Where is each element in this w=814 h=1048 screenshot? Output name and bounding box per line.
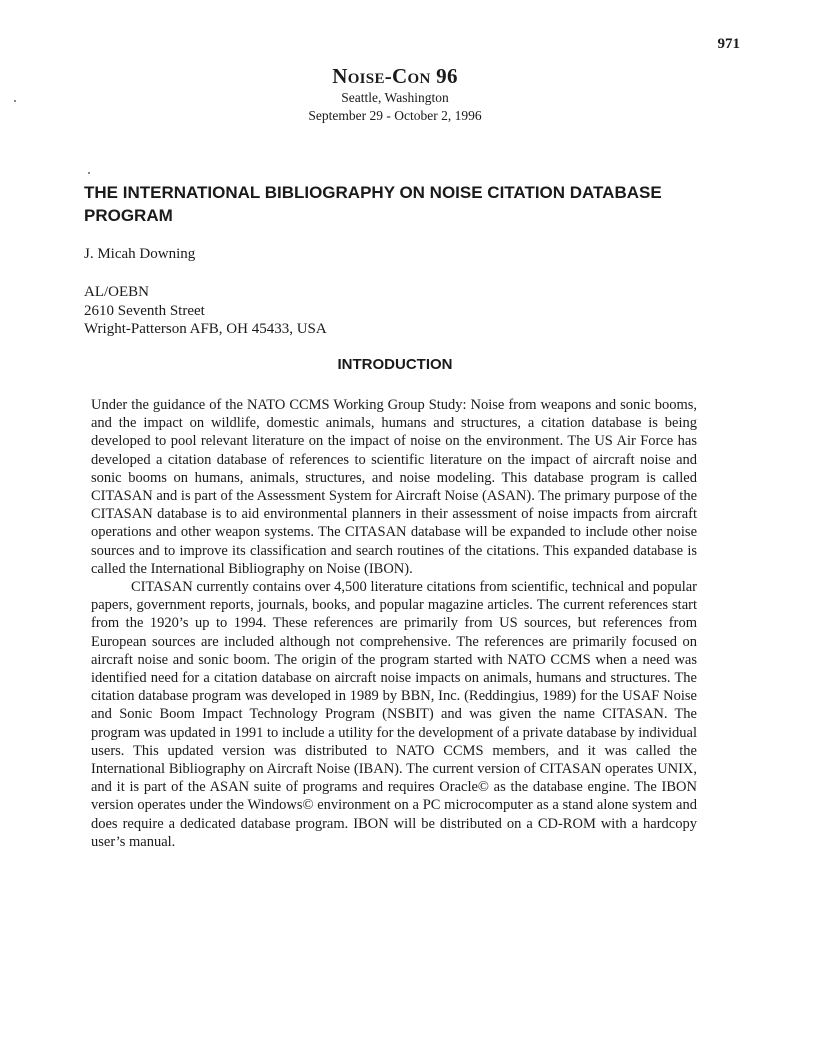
affiliation-line: Wright-Patterson AFB, OH 45433, USA — [84, 321, 327, 337]
page-number: 971 — [717, 36, 740, 52]
scan-speck — [14, 100, 16, 102]
author-affiliation — [84, 283, 327, 339]
conference-header — [0, 64, 790, 125]
conference-name: Noise-Con 96 — [332, 64, 458, 88]
scan-speck — [88, 172, 90, 174]
paragraph: Under the guidance of the NATO CCMS Working Group Study: Noise from weapons and sonic booms, and the impact on wildlife, domestic animals, humans and structures, a citation database is being developed to pool relevant literature on the impact of noise on the environment. The US Air Force has developed a citation database of references to scientific literature on the impact of aircraft noise and sonic booms on humans, animals, structures, and noise modeling. This database program is called CITASAN and is part of the Assessment System for Aircraft Noise (ASAN). The primary purpose of the CITASAN database is to aid environmental planners in their assessment of noise impacts from aircraft operations and other weapon systems. The CITASAN database will be expanded to include other noise sources and to improve its classification and search routines of the citations. This expanded database is called the International Bibliography on Noise (IBON). — [91, 397, 697, 577]
paper-title: THE INTERNATIONAL BIBLIOGRAPHY ON NOISE CITATION DATABASE PROGRAM — [84, 183, 662, 225]
affiliation-line: 2610 Seventh Street — [84, 302, 205, 319]
body-text — [91, 396, 697, 851]
conference-location: Seattle, Washington — [341, 90, 449, 105]
paragraph: CITASAN currently contains over 4,500 literature citations from scientific, technical and popular papers, government reports, journals, books, and popular magazine articles. The current references start from the 1920’s up to 1994. These references are primarily from US sources, but references from European sources are included although not comprehensive. The references are primarily focused on aircraft noise and sonic boom. The origin of the program started with NATO CCMS when a need was identified need for a citation database on aircraft noise impacts on animals, humans and structures. The citation database program was developed in 1989 by BBN, Inc. (Reddingius, 1989) for the USAF Noise and Sonic Boom Impact Technology Program (NSBIT) and was given the name CITASAN. The program was updated in 1991 to include a utility for the development of a private database by individual users. This updated version was distributed to NATO CCMS members, and it was called the International Bibliography on Aircraft Noise (IBAN). The current version of CITASAN operates UNIX, and it is part of the ASAN suite of programs and requires Oracle© as the database engine. The IBON version operates under the Windows© environment on a PC microcomputer as a stand alone system and does require a dedicated database program. IBON will be distributed on a CD-ROM with a hardcopy user’s manual. — [91, 579, 698, 850]
section-heading: INTRODUCTION — [337, 356, 453, 373]
affiliation-line: AL/OEBN — [84, 284, 149, 300]
conference-dates: September 29 - October 2, 1996 — [308, 108, 482, 123]
author-name: J. Micah Downing — [84, 246, 196, 262]
